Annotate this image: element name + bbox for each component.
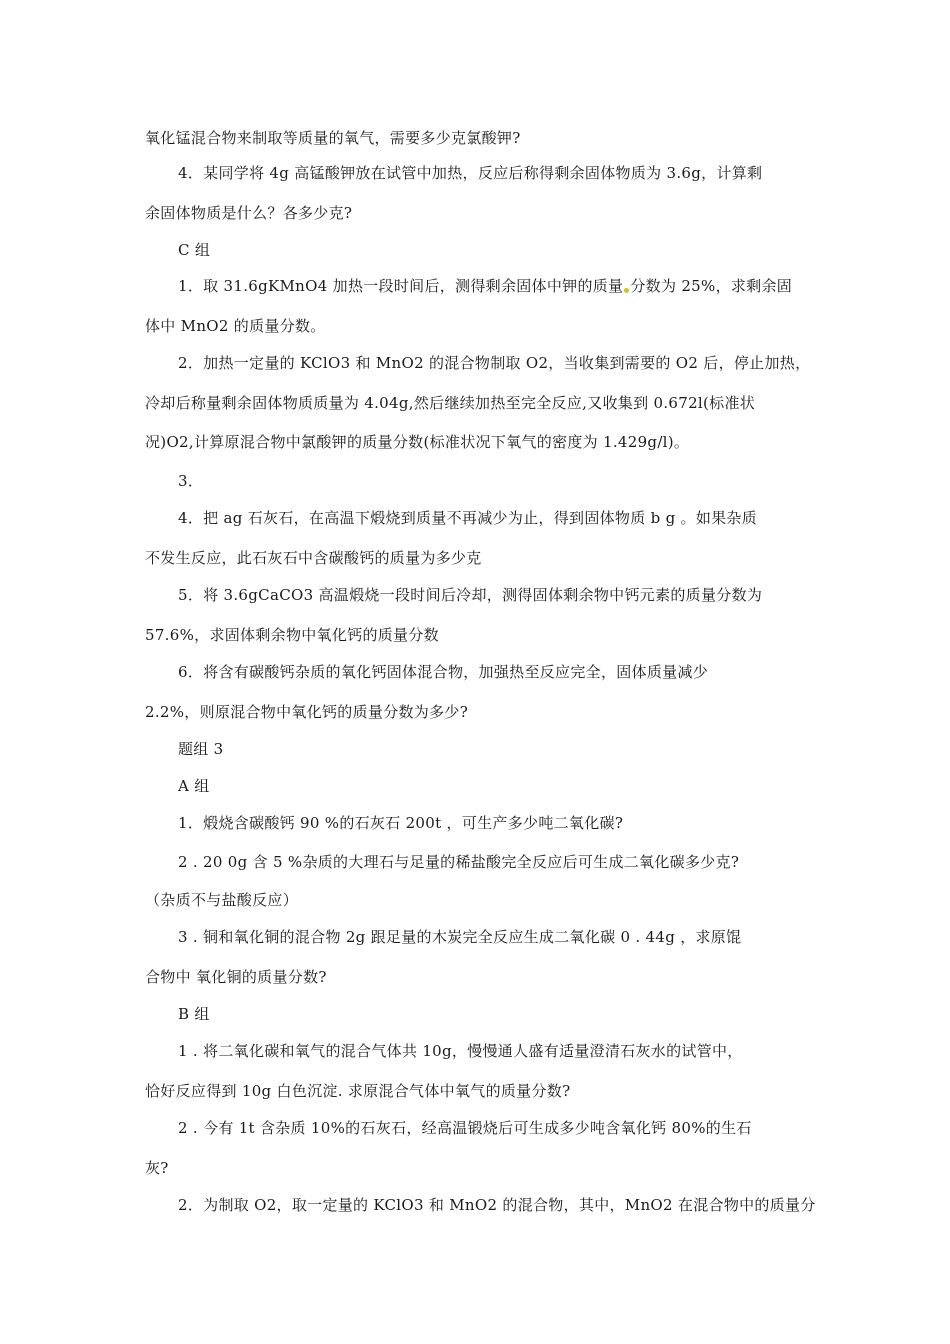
section-heading: 题组 3 bbox=[178, 740, 224, 758]
text-line: 灰? bbox=[145, 1159, 169, 1177]
section-heading: C 组 bbox=[178, 241, 211, 259]
text-line: （杂质不与盐酸反应） bbox=[145, 891, 299, 909]
text-line: 2 . 20 0g 含 5 %杂质的大理石与足量的稀盐酸完全反应后可生成二氧化碳多少克? bbox=[178, 853, 740, 871]
text-line: 3． bbox=[178, 472, 204, 490]
highlight-mark bbox=[624, 288, 629, 293]
text-line bbox=[178, 276, 792, 296]
text-line: 3 . 铜和氧化铜的混合物 2g 跟足量的木炭完全反应生成二氧化碳 0 . 44g ，求原馄 bbox=[178, 928, 742, 946]
text-segment: 1．取 31.6gKMnO4 加热一段时间后，测得剩余固体中钾的质量 bbox=[178, 277, 624, 295]
text-line: 不发生反应，此石灰石中含碳酸钙的质量为多少克 bbox=[145, 549, 482, 567]
text-line: 冷却后称量剩余固体物质质量为 4.04g,然后继续加热至完全反应,又收集到 0.672l(标准状 bbox=[145, 394, 756, 412]
text-line: 氧化锰混合物来制取等质量的氧气，需要多少克氯酸钾? bbox=[145, 129, 521, 147]
text-line: 2．为制取 O2，取一定量的 KClO3 和 MnO2 的混合物，其中，MnO2 在混合物中的质量分 bbox=[178, 1196, 816, 1214]
text-line: 6．将含有碳酸钙杂质的氧化钙固体混合物，加强热至反应完全，固体质量减少 bbox=[178, 663, 709, 681]
text-line: 合物中 氧化铜的质量分数? bbox=[145, 968, 327, 986]
text-line: 2．加热一定量的 KClO3 和 MnO2 的混合物制取 O2，当收集到需要的 O2 后，停止加热， bbox=[178, 354, 811, 372]
text-line: 1 . 将二氧化碳和氧气的混合气体共 10g，慢慢通人盛有适量澄清石灰水的试管中， bbox=[178, 1042, 743, 1060]
section-heading: B 组 bbox=[178, 1005, 210, 1023]
text-line: 5．将 3.6gCaCO3 高温煅烧一段时间后冷却，测得固体剩余物中钙元素的质量分数为 bbox=[178, 586, 763, 604]
text-line: 体中 MnO2 的质量分数。 bbox=[145, 317, 326, 335]
text-line: 恰好反应得到 10g 白色沉淀. 求原混合气体中氧气的质量分数? bbox=[145, 1082, 571, 1100]
text-line: 1．煅烧含碳酸钙 90 %的石灰石 200t ，可生产多少吨二氧化碳? bbox=[178, 814, 624, 832]
text-line: 57.6%，求固体剩余物中氧化钙的质量分数 bbox=[145, 626, 439, 644]
text-line: 4．把 ag 石灰石，在高温下煅烧到质量不再减少为止，得到固体物质 b g 。如果杂质 bbox=[178, 509, 758, 527]
text-line: 余固体物质是什么？各多少克? bbox=[145, 204, 353, 222]
text-line: 4．某同学将 4g 高锰酸钾放在试管中加热，反应后称得剩余固体物质为 3.6g，计算剩 bbox=[178, 164, 763, 182]
text-line: 2 . 今有 1t 含杂质 10%的石灰石，经高温锻烧后可生成多少吨含氧化钙 80%的生石 bbox=[178, 1119, 752, 1137]
text-line: 2.2%，则原混合物中氧化钙的质量分数为多少? bbox=[145, 703, 469, 721]
section-heading: A 组 bbox=[178, 777, 210, 795]
text-segment: 分数为 25%，求剩余固 bbox=[630, 277, 793, 295]
text-line: 况)O2,计算原混合物中氯酸钾的质量分数(标准状况下氧气的密度为 1.429g/l)。 bbox=[145, 433, 690, 451]
